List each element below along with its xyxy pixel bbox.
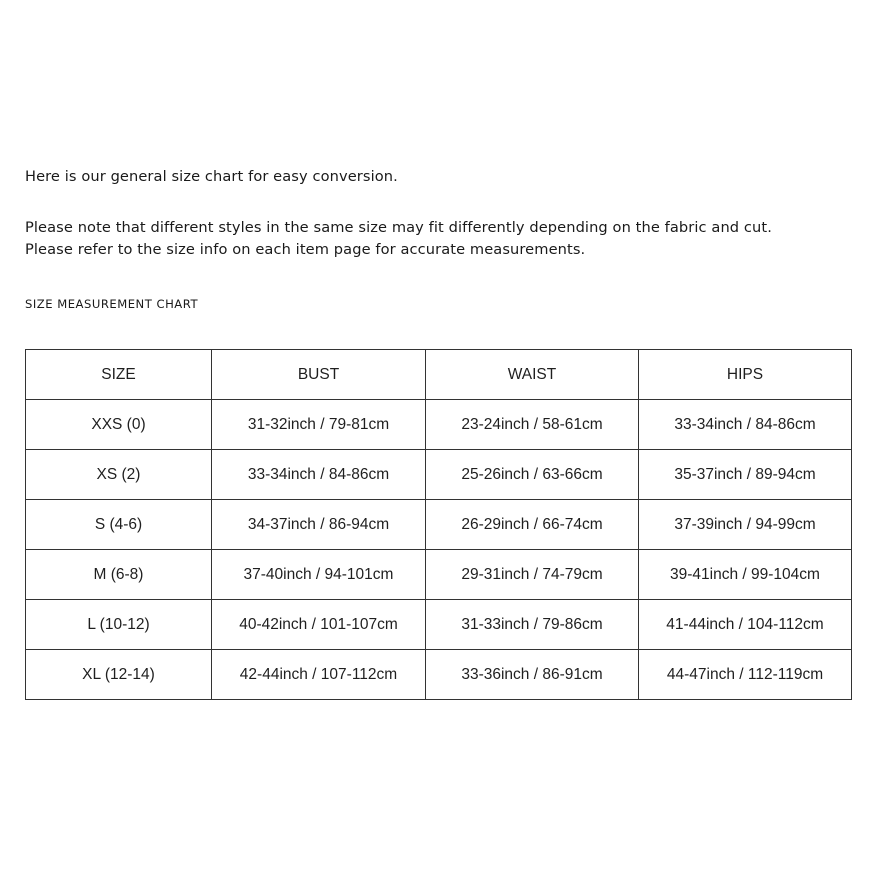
- header-hips: HIPS: [639, 350, 852, 400]
- bust-cell: 33-34inch / 84-86cm: [212, 450, 426, 500]
- fit-note-line: Please note that different styles in the same size may fit differently depending on the fabric and cut.: [25, 219, 772, 236]
- hips-cell: 39-41inch / 99-104cm: [639, 550, 852, 600]
- fit-note-line: Please refer to the size info on each item page for accurate measurements.: [25, 241, 586, 258]
- bust-cell: 40-42inch / 101-107cm: [212, 600, 426, 650]
- chart-title: SIZE MEASUREMENT CHART: [25, 297, 199, 311]
- size-cell: XL (12-14): [26, 650, 212, 700]
- bust-cell: 42-44inch / 107-112cm: [212, 650, 426, 700]
- header-size: SIZE: [26, 350, 212, 400]
- hips-cell: 41-44inch / 104-112cm: [639, 600, 852, 650]
- fit-notes: [25, 217, 772, 261]
- bust-cell: 34-37inch / 86-94cm: [212, 500, 426, 550]
- table-row: [26, 600, 852, 650]
- size-measurement-table: [25, 349, 852, 700]
- hips-cell: 44-47inch / 112-119cm: [639, 650, 852, 700]
- table-row: [26, 550, 852, 600]
- table-row: [26, 400, 852, 450]
- size-cell: S (4-6): [26, 500, 212, 550]
- table-row: [26, 650, 852, 700]
- hips-cell: 33-34inch / 84-86cm: [639, 400, 852, 450]
- size-cell: L (10-12): [26, 600, 212, 650]
- header-waist: WAIST: [426, 350, 639, 400]
- table-row: [26, 500, 852, 550]
- waist-cell: 25-26inch / 63-66cm: [426, 450, 639, 500]
- table-row: [26, 450, 852, 500]
- waist-cell: 31-33inch / 79-86cm: [426, 600, 639, 650]
- hips-cell: 37-39inch / 94-99cm: [639, 500, 852, 550]
- header-bust: BUST: [212, 350, 426, 400]
- waist-cell: 33-36inch / 86-91cm: [426, 650, 639, 700]
- table-header-row: [26, 350, 852, 400]
- bust-cell: 37-40inch / 94-101cm: [212, 550, 426, 600]
- size-cell: XS (2): [26, 450, 212, 500]
- bust-cell: 31-32inch / 79-81cm: [212, 400, 426, 450]
- hips-cell: 35-37inch / 89-94cm: [639, 450, 852, 500]
- intro-text: Here is our general size chart for easy conversion.: [25, 168, 398, 185]
- size-cell: M (6-8): [26, 550, 212, 600]
- waist-cell: 29-31inch / 74-79cm: [426, 550, 639, 600]
- waist-cell: 23-24inch / 58-61cm: [426, 400, 639, 450]
- size-cell: XXS (0): [26, 400, 212, 450]
- waist-cell: 26-29inch / 66-74cm: [426, 500, 639, 550]
